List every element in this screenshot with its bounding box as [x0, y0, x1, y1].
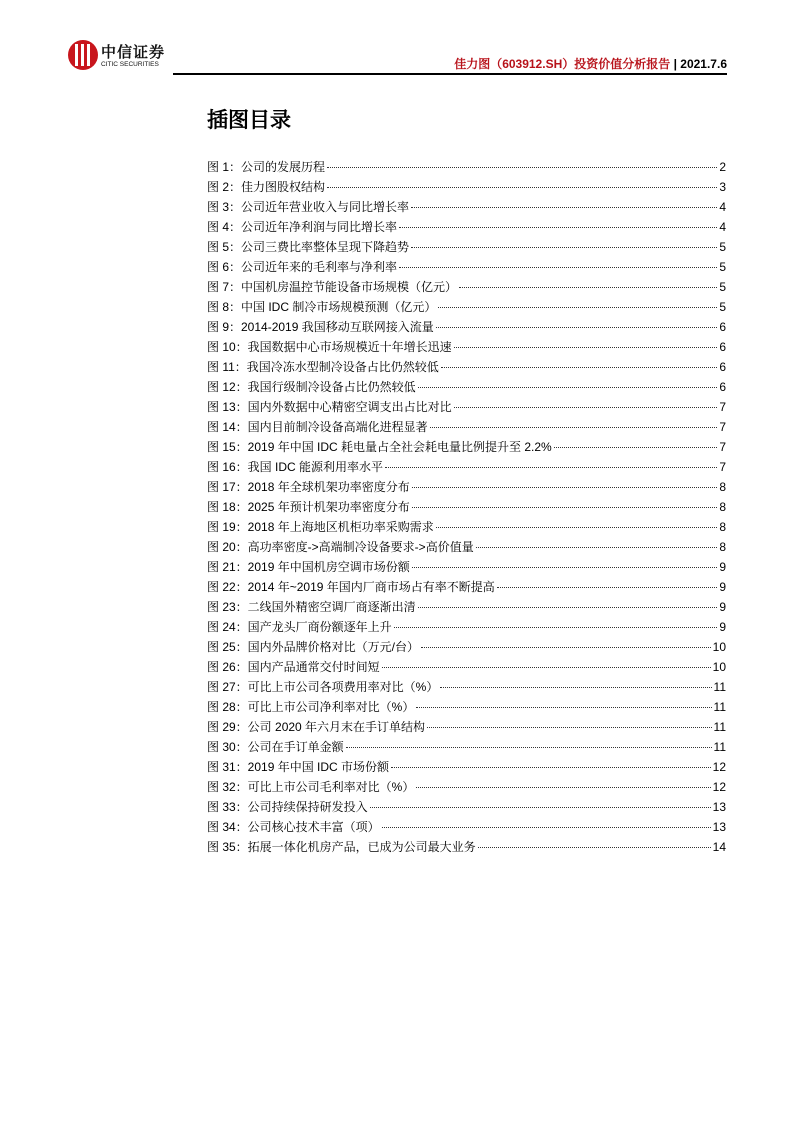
toc-entry-label: 图 2：佳力图股权结构: [207, 180, 326, 194]
toc-entry[interactable]: [207, 297, 726, 317]
toc-entry-page: 11: [713, 700, 726, 714]
dot-leader: [421, 647, 711, 648]
dot-leader: [430, 427, 718, 428]
header-divider: [173, 73, 727, 75]
toc-entry-page: 5: [719, 280, 726, 294]
toc-entry-page: 7: [719, 420, 726, 434]
toc-entry[interactable]: [207, 517, 726, 537]
toc-entry-label: 图 35：拓展一体化机房产品，已成为公司最大业务: [207, 840, 476, 854]
toc-entry-page: 12: [712, 760, 726, 774]
toc-entry-label: 图 12：我国行级制冷设备占比仍然较低: [207, 380, 416, 394]
toc-entry-page: 14: [712, 840, 726, 854]
toc-entry-label: 图 1：公司的发展历程: [207, 160, 326, 174]
dot-leader: [385, 467, 717, 468]
toc-entry-label: 图 24：国产龙头厂商份额逐年上升: [207, 620, 392, 634]
toc-entry-label: 图 18：2025 年预计机架功率密度分布: [207, 500, 410, 514]
dot-leader: [438, 307, 717, 308]
toc-entry-page: 10: [712, 640, 726, 654]
toc-entry[interactable]: [207, 237, 726, 257]
toc-entry-page: 9: [719, 620, 726, 634]
toc-entry[interactable]: [207, 617, 726, 637]
toc-entry-page: 7: [719, 440, 726, 454]
toc-entry[interactable]: [207, 397, 726, 417]
toc-entry-page: 4: [719, 220, 726, 234]
toc-entry-page: 9: [719, 560, 726, 574]
toc-entry[interactable]: [207, 157, 726, 177]
toc-entry-label: 图 10：我国数据中心市场规模近十年增长迅速: [207, 340, 452, 354]
toc-entry-label: 图 29：公司 2020 年六月末在手订单结构: [207, 720, 426, 734]
toc-entry-page: 8: [719, 520, 726, 534]
toc-entry[interactable]: [207, 757, 726, 777]
toc-entry[interactable]: [207, 417, 726, 437]
toc-entry[interactable]: [207, 257, 726, 277]
logo-english-text: CITIC SECURITIES: [101, 61, 159, 68]
page-title: 插图目录: [207, 108, 291, 132]
dot-leader: [412, 567, 718, 568]
dot-leader: [427, 727, 711, 728]
toc-entry-label: 图 17：2018 年全球机架功率密度分布: [207, 480, 410, 494]
toc-entry-label: 图 33：公司持续保持研发投入: [207, 800, 368, 814]
toc-entry-label: 图 30：公司在手订单金额: [207, 740, 344, 754]
toc-entry[interactable]: [207, 177, 726, 197]
dot-leader: [418, 387, 718, 388]
toc-entry-label: 图 26：国内产品通常交付时间短: [207, 660, 380, 674]
dot-leader: [412, 507, 718, 508]
toc-entry[interactable]: [207, 777, 726, 797]
dot-leader: [391, 767, 711, 768]
toc-entry[interactable]: [207, 317, 726, 337]
dot-leader: [554, 447, 718, 448]
logo-chinese-text: 中信证券: [101, 43, 166, 61]
toc-entry-label: 图 19：2018 年上海地区机柜功率采购需求: [207, 520, 434, 534]
citic-securities-logo: [68, 40, 178, 74]
dot-leader: [436, 327, 718, 328]
toc-entry-label: 图 22：2014 年~2019 年国内厂商市场占有率不断提高: [207, 580, 495, 594]
figure-list: [207, 157, 726, 857]
toc-entry-label: 图 15：2019 年中国 IDC 耗电量占全社会耗电量比例提升至 2.2%: [207, 440, 552, 454]
toc-entry[interactable]: [207, 817, 726, 837]
toc-entry[interactable]: [207, 737, 726, 757]
toc-entry[interactable]: [207, 437, 726, 457]
dot-leader: [411, 247, 717, 248]
toc-entry-page: 5: [719, 260, 726, 274]
toc-entry[interactable]: [207, 597, 726, 617]
toc-entry-label: 图 9：2014-2019 我国移动互联网接入流量: [207, 320, 434, 334]
toc-entry[interactable]: [207, 697, 726, 717]
toc-entry[interactable]: [207, 837, 726, 857]
toc-entry-label: 图 34：公司核心技术丰富（项）: [207, 820, 380, 834]
toc-entry[interactable]: [207, 497, 726, 517]
dot-leader: [394, 627, 718, 628]
dot-leader: [382, 667, 711, 668]
toc-entry[interactable]: [207, 537, 726, 557]
dot-leader: [497, 587, 718, 588]
dot-leader: [327, 187, 717, 188]
toc-entry[interactable]: [207, 217, 726, 237]
toc-entry-page: 12: [712, 780, 726, 794]
toc-entry-label: 图 6：公司近年来的毛利率与净利率: [207, 260, 398, 274]
dot-leader: [346, 747, 712, 748]
toc-entry-label: 图 7：中国机房温控节能设备市场规模（亿元）: [207, 280, 458, 294]
toc-entry-page: 6: [719, 360, 726, 374]
toc-entry-page: 9: [719, 580, 726, 594]
toc-entry-page: 6: [719, 380, 726, 394]
toc-entry-page: 4: [719, 200, 726, 214]
toc-entry-label: 图 32：可比上市公司毛利率对比（%）: [207, 780, 415, 794]
toc-entry-page: 11: [713, 680, 726, 694]
toc-entry-page: 8: [719, 480, 726, 494]
report-header: [454, 55, 727, 72]
toc-entry-label: 图 31：2019 年中国 IDC 市场份额: [207, 760, 390, 774]
toc-entry[interactable]: [207, 677, 726, 697]
toc-entry-label: 图 4：公司近年净利润与同比增长率: [207, 220, 398, 234]
toc-entry-page: 10: [712, 660, 726, 674]
toc-entry-page: 6: [719, 320, 726, 334]
toc-entry-label: 图 20：高功率密度->高端制冷设备要求->高价值量: [207, 540, 474, 554]
toc-entry-label: 图 21：2019 年中国机房空调市场份额: [207, 560, 410, 574]
dot-leader: [327, 167, 717, 168]
toc-entry-label: 图 27：可比上市公司各项费用率对比（%）: [207, 680, 439, 694]
toc-entry-label: 图 25：国内外品牌价格对比（万元/台）: [207, 640, 420, 654]
dot-leader: [411, 207, 717, 208]
dot-leader: [454, 347, 718, 348]
toc-entry-label: 图 16：我国 IDC 能源利用率水平: [207, 460, 384, 474]
toc-entry-label: 图 23：二线国外精密空调厂商逐渐出清: [207, 600, 416, 614]
toc-entry-page: 8: [719, 540, 726, 554]
toc-entry-page: 7: [719, 460, 726, 474]
report-date: 2021.7.6: [680, 57, 727, 71]
toc-entry-label: 图 5：公司三费比率整体呈现下降趋势: [207, 240, 410, 254]
toc-entry[interactable]: [207, 477, 726, 497]
dot-leader: [478, 847, 711, 848]
toc-entry[interactable]: [207, 577, 726, 597]
toc-entry[interactable]: [207, 377, 726, 397]
toc-entry-page: 5: [719, 300, 726, 314]
toc-entry[interactable]: [207, 717, 726, 737]
report-title: 佳力图（603912.SH）投资价值分析报告: [454, 57, 671, 71]
dot-leader: [416, 707, 711, 708]
toc-entry-page: 7: [719, 400, 726, 414]
dot-leader: [412, 487, 718, 488]
toc-entry-page: 11: [713, 740, 726, 754]
toc-entry[interactable]: [207, 557, 726, 577]
toc-entry-label: 图 13：国内外数据中心精密空调支出占比对比: [207, 400, 452, 414]
dot-leader: [441, 367, 718, 368]
dot-leader: [436, 527, 718, 528]
toc-entry[interactable]: [207, 197, 726, 217]
header-separator: |: [670, 57, 681, 71]
toc-entry-page: 3: [719, 180, 726, 194]
toc-entry-page: 2: [719, 160, 726, 174]
dot-leader: [476, 547, 718, 548]
toc-entry-label: 图 3：公司近年营业收入与同比增长率: [207, 200, 410, 214]
toc-entry[interactable]: [207, 457, 726, 477]
toc-entry-page: 13: [712, 800, 726, 814]
toc-entry-label: 图 11：我国冷冻水型制冷设备占比仍然较低: [207, 360, 439, 374]
toc-entry-page: 9: [719, 600, 726, 614]
toc-entry[interactable]: [207, 337, 726, 357]
toc-entry[interactable]: [207, 637, 726, 657]
dot-leader: [416, 787, 710, 788]
dot-leader: [399, 227, 717, 228]
dot-leader: [440, 687, 711, 688]
citic-logo-icon: [68, 40, 98, 70]
toc-entry[interactable]: [207, 657, 726, 677]
toc-entry[interactable]: [207, 277, 726, 297]
toc-entry-page: 11: [713, 720, 726, 734]
dot-leader: [418, 607, 718, 608]
toc-entry-page: 8: [719, 500, 726, 514]
toc-entry[interactable]: [207, 797, 726, 817]
toc-entry-page: 13: [712, 820, 726, 834]
dot-leader: [399, 267, 717, 268]
toc-entry[interactable]: [207, 357, 726, 377]
dot-leader: [382, 827, 711, 828]
dot-leader: [454, 407, 718, 408]
toc-entry-page: 5: [719, 240, 726, 254]
dot-leader: [370, 807, 711, 808]
toc-entry-label: 图 28：可比上市公司净利率对比（%）: [207, 700, 415, 714]
toc-entry-label: 图 8：中国 IDC 制冷市场规模预测（亿元）: [207, 300, 437, 314]
toc-entry-label: 图 14：国内目前制冷设备高端化进程显著: [207, 420, 428, 434]
dot-leader: [459, 287, 717, 288]
toc-entry-page: 6: [719, 340, 726, 354]
